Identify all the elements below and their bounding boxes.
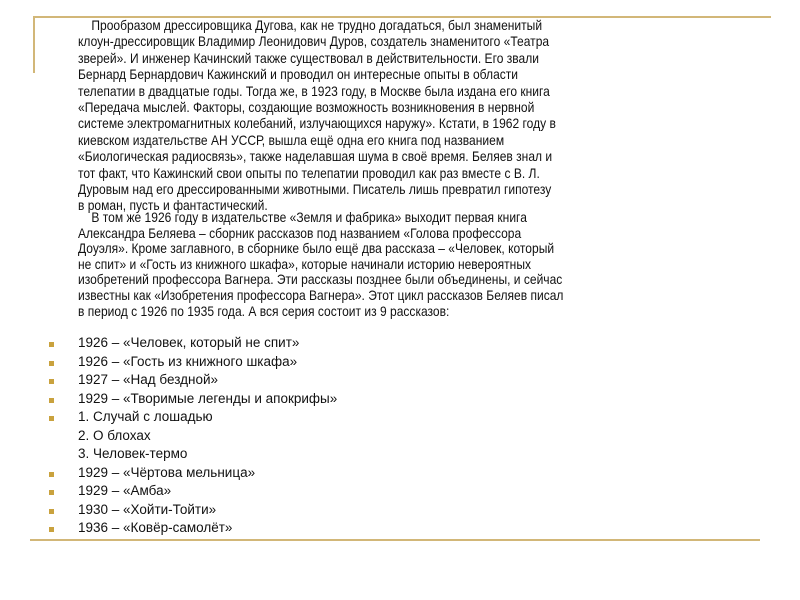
- text-line: Прообразом дрессировщика Дугова, как не трудно догадаться, был знаменитый: [78, 17, 543, 33]
- bottom-rule: [30, 539, 760, 541]
- text-line: Бернард Бернардович Кажинский и проводил он интересные опыты в области: [78, 66, 519, 83]
- square-bullet-icon: [49, 416, 54, 421]
- square-bullet-icon: [49, 361, 54, 366]
- list-item: [0, 334, 800, 353]
- list-item-text: 1936 – «Ковёр-самолёт»: [78, 520, 233, 535]
- list-item: [0, 371, 800, 390]
- list-item: [0, 482, 800, 501]
- list-item: [0, 390, 800, 409]
- text-line: известны как «Изобретения профессора Вагнера». Этот цикл рассказов Беляев писал: [78, 286, 564, 303]
- list-item-text: 1929 – «Амба»: [78, 483, 172, 498]
- story-list: [0, 334, 800, 538]
- square-bullet-icon: [49, 379, 54, 384]
- text-line: «Передача мыслей. Факторы, создающие возможность возникновения в нервной: [78, 98, 535, 115]
- square-bullet-icon: [49, 342, 54, 347]
- square-bullet-icon: [49, 472, 54, 477]
- text-line: не спит» и «Гость из книжного шкафа», которые начинали историю невероятных: [78, 255, 532, 272]
- list-item-text: 1926 – «Человек, который не спит»: [78, 335, 300, 350]
- text-line: системе электромагнитных колебаний, излучающихся наружу». Кстати, в 1962 году в: [78, 115, 556, 132]
- text-line: В том же 1926 году в издательстве «Земля и фабрика» выходит первая книга: [78, 209, 527, 225]
- list-item: [0, 445, 800, 464]
- list-item-text: 1926 – «Гость из книжного шкафа»: [78, 353, 298, 369]
- list-item-text: 1929 – «Творимые легенды и апокрифы»: [78, 390, 338, 406]
- text-line: в роман, пусть и фантастический.: [78, 197, 268, 214]
- square-bullet-icon: [49, 527, 54, 532]
- text-line: зверей». И инженер Качинский также существовал в действительности. Его звали: [78, 49, 539, 66]
- list-item-text: 1. Случай с лошадью: [78, 409, 213, 424]
- list-item-text: 1929 – «Чёртова мельница»: [78, 464, 256, 480]
- text-line: Дуровым над его дрессированными животными. Писатель лишь превратил гипотезу: [78, 180, 552, 197]
- paragraph-1: [78, 17, 778, 214]
- square-bullet-icon: [49, 398, 54, 403]
- list-item: [0, 464, 800, 483]
- list-item: [0, 353, 800, 372]
- text-line: в период с 1926 по 1935 года. А вся серия состоит из 9 рассказов:: [78, 302, 450, 319]
- list-item-text: 3. Человек-термо: [78, 446, 188, 461]
- list-item-text: 2. О блохах: [78, 427, 151, 443]
- list-item-text: 1927 – «Над бездной»: [78, 372, 219, 387]
- text-line: тот факт, что Кажинский свои опыты по телепатии проводил как раз вместе с В. Л.: [78, 164, 540, 181]
- list-item-text: 1930 – «Хойти-Тойти»: [78, 501, 217, 517]
- list-item: [0, 408, 800, 427]
- left-rule: [33, 16, 35, 73]
- square-bullet-icon: [49, 509, 54, 514]
- square-bullet-icon: [49, 490, 54, 495]
- paragraph-2: [78, 210, 778, 319]
- list-item: [0, 519, 800, 538]
- text-line: Доуэля». Кроме заглавного, в сборнике было ещё два рассказа – «Человек, который: [78, 240, 555, 257]
- text-line: изобретений профессора Вагнера. Эти рассказы позднее были объединены, и сейчас: [78, 271, 563, 288]
- list-item: [0, 501, 800, 520]
- text-line: Александра Беляева – сборник рассказов под названием «Голова профессора: [78, 224, 522, 241]
- list-item: [0, 427, 800, 446]
- text-line: телепатии в двадцатые годы. Тогда же, в 1923 году, в Москве была издана его книга: [78, 82, 550, 99]
- text-line: киевском издательстве АН УССР, вышла ещё одна его книга под названием: [78, 131, 505, 148]
- text-line: «Биологическая радиосвязь», также наделавшая шума в своё время. Беляев знал и: [78, 148, 553, 165]
- text-line: клоун-дрессировщик Владимир Леонидович Дуров, создатель знаменитого «Театра: [78, 33, 550, 50]
